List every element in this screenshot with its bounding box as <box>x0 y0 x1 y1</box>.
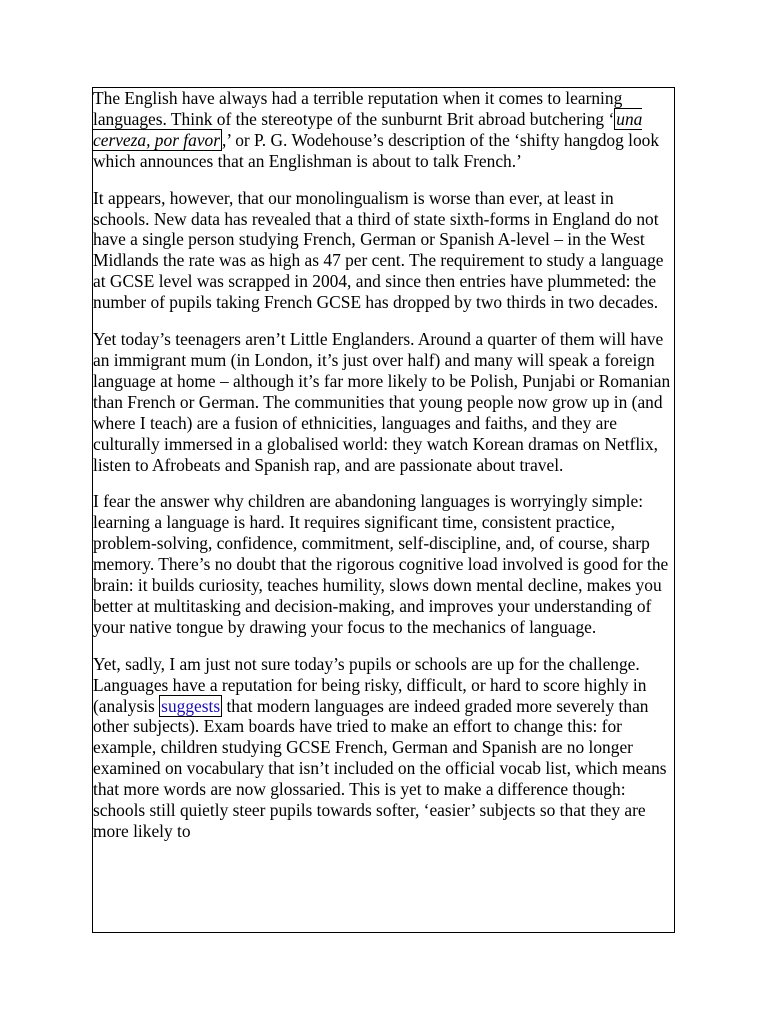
article-body <box>93 88 674 842</box>
paragraph-5-text-end: that modern languages are indeed graded more severely than other subjects). Exam boards have tried to make an effort to change this: for example, children studying GCSE French, German and Spanish are no longer examined on vocabulary that isn’t included on the official vocab list, which means that more words are now glossaried. This is yet to make a difference though: schools still quietly steer pupils towards softer, ‘easier’ subjects so that they are more likely to <box>93 695 667 841</box>
paragraph-1-text-end: ,’ or P. G. Wodehouse’s description of the ‘shifty hangdog look which announces that an Englishman is about to talk French.’ <box>93 129 660 171</box>
highlighted-phrase: una cerveza, por favor <box>93 108 643 150</box>
paragraph-2: It appears, however, that our monolingualism is worse than ever, at least in schools. New data has revealed that a third of state sixth-forms in England do not have a single person studying French, German or Spanish A-level – in the West Midlands the rate was as high as 47 per cent. The requirement to study a language at GCSE level was scrapped in 2004, and since then entries have plummeted: the number of pupils taking French GCSE has dropped by two thirds in two decades. <box>93 187 664 313</box>
paragraph-1-text-start: The English have always had a terrible reputation when it comes to learning languages. Think of the stereotype of the sunburnt Brit abroad butchering ‘ <box>93 88 623 129</box>
article-frame <box>92 87 675 933</box>
paragraph-5 <box>93 654 674 842</box>
paragraph-3: Yet today’s teenagers aren’t Little Englanders. Around a quarter of them will have an immigrant mum (in London, it’s just over half) and many will speak a foreign language at home – although it’s far more likely to be Polish, Punjabi or Romanian than French or German. The communities that young people now grow up in (and where I teach) are a fusion of ethnicities, languages and faiths, and they are culturally immersed in a globalised world: they watch Korean dramas on Netflix, listen to Afrobeats and Spanish rap, and are passionate about travel. <box>93 329 671 475</box>
paragraph-1 <box>93 88 674 172</box>
paragraph-5-text-start: Yet, sadly, I am just not sure today’s pupils or schools are up for the challenge. Languages have a reputation for being risky, difficult, or hard to score highly in (analysis <box>93 653 647 716</box>
suggests-link[interactable]: suggests <box>161 695 221 716</box>
paragraph-4: I fear the answer why children are abandoning languages is worryingly simple: learning a language is hard. It requires significant time, consistent practice, problem-solving, confidence, commitment, self-discipline, and, of course, sharp memory. There’s no doubt that the rigorous cognitive load involved is good for the brain: it builds curiosity, teaches humility, slows down mental decline, makes you better at multitasking and decision-making, and improves your understanding of your native tongue by drawing your focus to the mechanics of language. <box>93 491 669 637</box>
